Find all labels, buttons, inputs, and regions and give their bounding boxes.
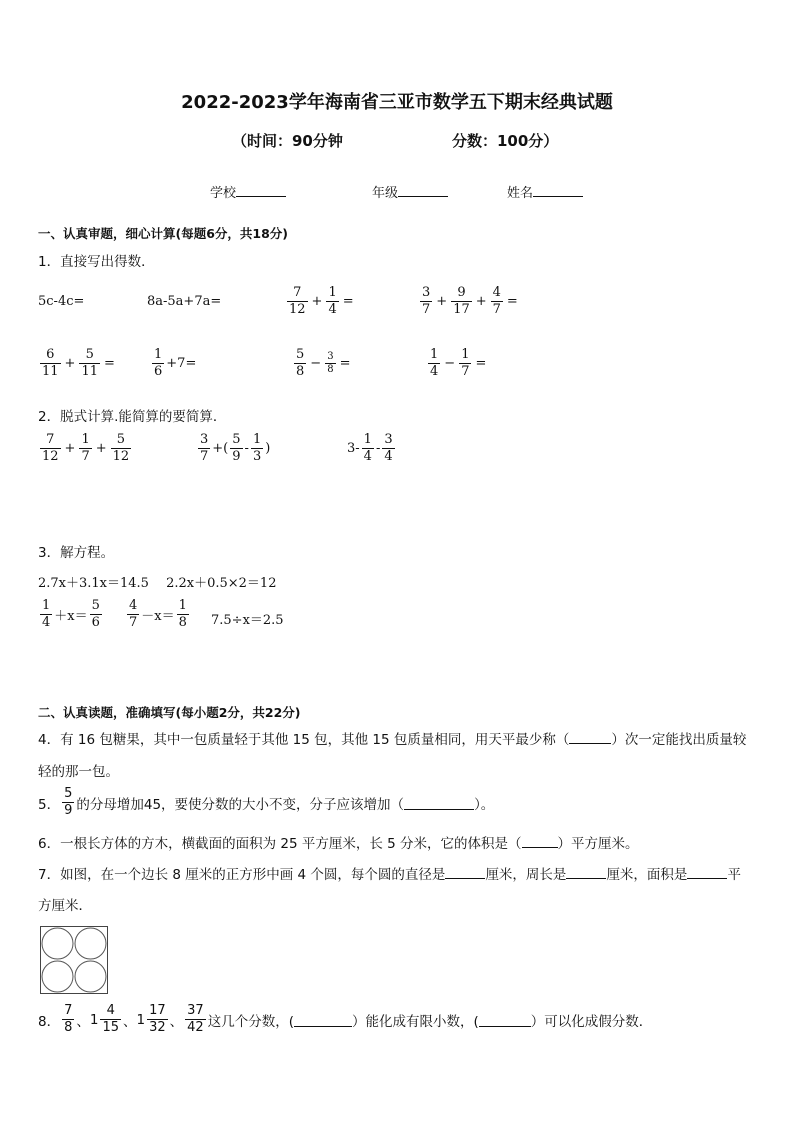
fraction: $\frac{1}{6}$ bbox=[154, 347, 163, 379]
fraction: $\frac{6}{11}$ bbox=[42, 347, 59, 379]
answer-blank[interactable] bbox=[479, 1012, 531, 1027]
question-5: 5． $\frac{5}{9}$ 的分母增加45，要使分数的大小不变，分子应该增加（ ）。 bbox=[38, 786, 495, 818]
fraction: $\frac{1}{3}$ bbox=[252, 432, 262, 464]
q1-item-g: $\frac{5}{8}$ − $\frac{3}{8}$ = bbox=[296, 347, 351, 379]
answer-blank[interactable] bbox=[445, 864, 485, 879]
fraction: $\frac{1}{7}$ bbox=[461, 347, 470, 379]
q3-line1: 2.7x＋3.1x＝14.5 2.2x＋0.5×2＝12 bbox=[38, 576, 277, 591]
fraction: $\frac{1}{4}$ bbox=[328, 285, 337, 317]
circles-figure bbox=[41, 927, 107, 993]
fraction: $\frac{3}{7}$ bbox=[200, 432, 209, 464]
exam-score: 分数：100分） bbox=[452, 132, 559, 150]
q1-item-b: 8a-5a+7a= bbox=[147, 294, 222, 309]
name-blank[interactable] bbox=[533, 183, 583, 197]
q1-item-c: $\frac{7}{12}$ + $\frac{1}{4}$ = bbox=[289, 285, 354, 317]
q1-item-f: $\frac{1}{6}$ +7= bbox=[154, 347, 197, 379]
question-2: 2．脱式计算.能简算的要简算． bbox=[38, 409, 227, 425]
q1-item-h: $\frac{1}{4}$ − $\frac{1}{7}$ = bbox=[430, 347, 487, 379]
question-6: 6．一根长方体的方木，横截面的面积为 25 平方厘米，长 5 分米，它的体积是（ ）平方厘米。 bbox=[38, 832, 639, 852]
fraction: $\frac{17}{32}$ bbox=[149, 1003, 166, 1035]
answer-blank[interactable] bbox=[687, 864, 727, 879]
square-with-four-circles bbox=[40, 926, 108, 994]
fraction: $\frac{5}{9}$ bbox=[232, 432, 241, 464]
fraction: $\frac{4}{7}$ bbox=[492, 285, 501, 317]
fraction: $\frac{5}{12}$ bbox=[112, 432, 130, 464]
fraction: $\frac{7}{12}$ bbox=[42, 432, 59, 464]
question-1: 1．直接写出得数． bbox=[38, 254, 155, 270]
q2-item-a: $\frac{7}{12}$ + $\frac{1}{7}$ + $\frac{5}{12}$ bbox=[42, 432, 130, 464]
answer-blank[interactable] bbox=[569, 729, 611, 744]
grade-blank[interactable] bbox=[398, 183, 448, 197]
fraction: $\frac{7}{12}$ bbox=[289, 285, 306, 317]
fraction: $\frac{5}{6}$ bbox=[91, 598, 100, 630]
fraction: $\frac{5}{8}$ bbox=[296, 347, 305, 379]
fraction: $\frac{1}{7}$ bbox=[81, 432, 90, 464]
q1-item-a: 5c-4c= bbox=[38, 294, 85, 309]
school-label: 学校 bbox=[210, 186, 237, 201]
q2-item-b: $\frac{3}{7}$ +( $\frac{5}{9}$ - $\frac{1}{3}$ ) bbox=[200, 432, 271, 464]
q2-item-c: 3- $\frac{1}{4}$ - $\frac{3}{4}$ bbox=[347, 432, 393, 464]
fraction: $\frac{3}{4}$ bbox=[384, 432, 393, 464]
fraction: $\frac{7}{8}$ bbox=[64, 1003, 73, 1035]
school-blank[interactable] bbox=[236, 183, 286, 197]
name-label: 姓名 bbox=[507, 186, 534, 201]
answer-blank[interactable] bbox=[404, 795, 474, 810]
fraction: $\frac{9}{17}$ bbox=[453, 285, 470, 317]
section2-heading: 二、认真读题，准确填写(每小题2分，共22分) bbox=[38, 705, 301, 720]
question-7: 7．如图，在一个边长 8 厘米的正方形中画 4 个圆，每个圆的直径是 厘米，周长是 厘米，面积是 平 bbox=[38, 863, 741, 883]
q3-item-c: 7.5÷x＝2.5 bbox=[211, 613, 284, 628]
fraction: $\frac{3}{7}$ bbox=[422, 285, 431, 317]
question-3: 3．解方程。 bbox=[38, 545, 115, 561]
answer-blank[interactable] bbox=[294, 1012, 352, 1027]
fraction: $\frac{1}{4}$ bbox=[363, 432, 372, 464]
question-4-cont: 轻的那一包。 bbox=[38, 764, 119, 780]
fraction: $\frac{5}{11}$ bbox=[81, 347, 98, 379]
grade-label: 年级 bbox=[372, 186, 399, 201]
page-title: 2022-2023学年海南省三亚市数学五下期末经典试题 bbox=[181, 92, 613, 113]
question-4: 4．有 16 包糖果，其中一包质量轻于其他 15 包，其他 15 包质量相同，用天平最少称（ ）次一定能找出质量较 bbox=[38, 728, 746, 748]
q3-item-a: $\frac{1}{4}$ ＋x＝ $\frac{5}{6}$ bbox=[42, 598, 100, 630]
school-field[interactable] bbox=[210, 182, 286, 201]
fraction: $\frac{4}{15}$ bbox=[102, 1003, 120, 1035]
answer-blank[interactable] bbox=[522, 833, 558, 848]
name-field[interactable] bbox=[507, 182, 583, 201]
section1-heading: 一、认真审题，细心计算(每题6分，共18分) bbox=[38, 226, 289, 241]
q3-item-b: $\frac{4}{7}$ －x＝ $\frac{1}{8}$ bbox=[129, 598, 187, 630]
fraction: $\frac{3}{8}$ bbox=[327, 351, 334, 375]
exam-time: （时间：90分钟 bbox=[232, 132, 343, 150]
fraction: $\frac{1}{4}$ bbox=[430, 347, 439, 379]
fraction: $\frac{1}{8}$ bbox=[178, 598, 187, 630]
q1-item-d: $\frac{3}{7}$ + $\frac{9}{17}$ + $\frac{4}{7}$ = bbox=[422, 285, 518, 317]
question-7-cont: 方厘米． bbox=[38, 898, 92, 914]
question-8: 8． $\frac{7}{8}$ 、 1 $\frac{4}{15}$ 、 1 $\frac{17}{32}$ 、 $\frac{37}{42}$ 这几个分数，( ）能化成有限小数，( ）可以化成假分数． bbox=[38, 1003, 653, 1035]
grade-field[interactable] bbox=[372, 182, 448, 201]
fraction: $\frac{5}{9}$ bbox=[64, 786, 73, 818]
q1-item-e: $\frac{6}{11}$ + $\frac{5}{11}$ = bbox=[42, 347, 115, 379]
fraction: $\frac{37}{42}$ bbox=[187, 1003, 204, 1035]
answer-blank[interactable] bbox=[566, 864, 606, 879]
fraction: $\frac{4}{7}$ bbox=[129, 598, 138, 630]
fraction: $\frac{1}{4}$ bbox=[42, 598, 51, 630]
